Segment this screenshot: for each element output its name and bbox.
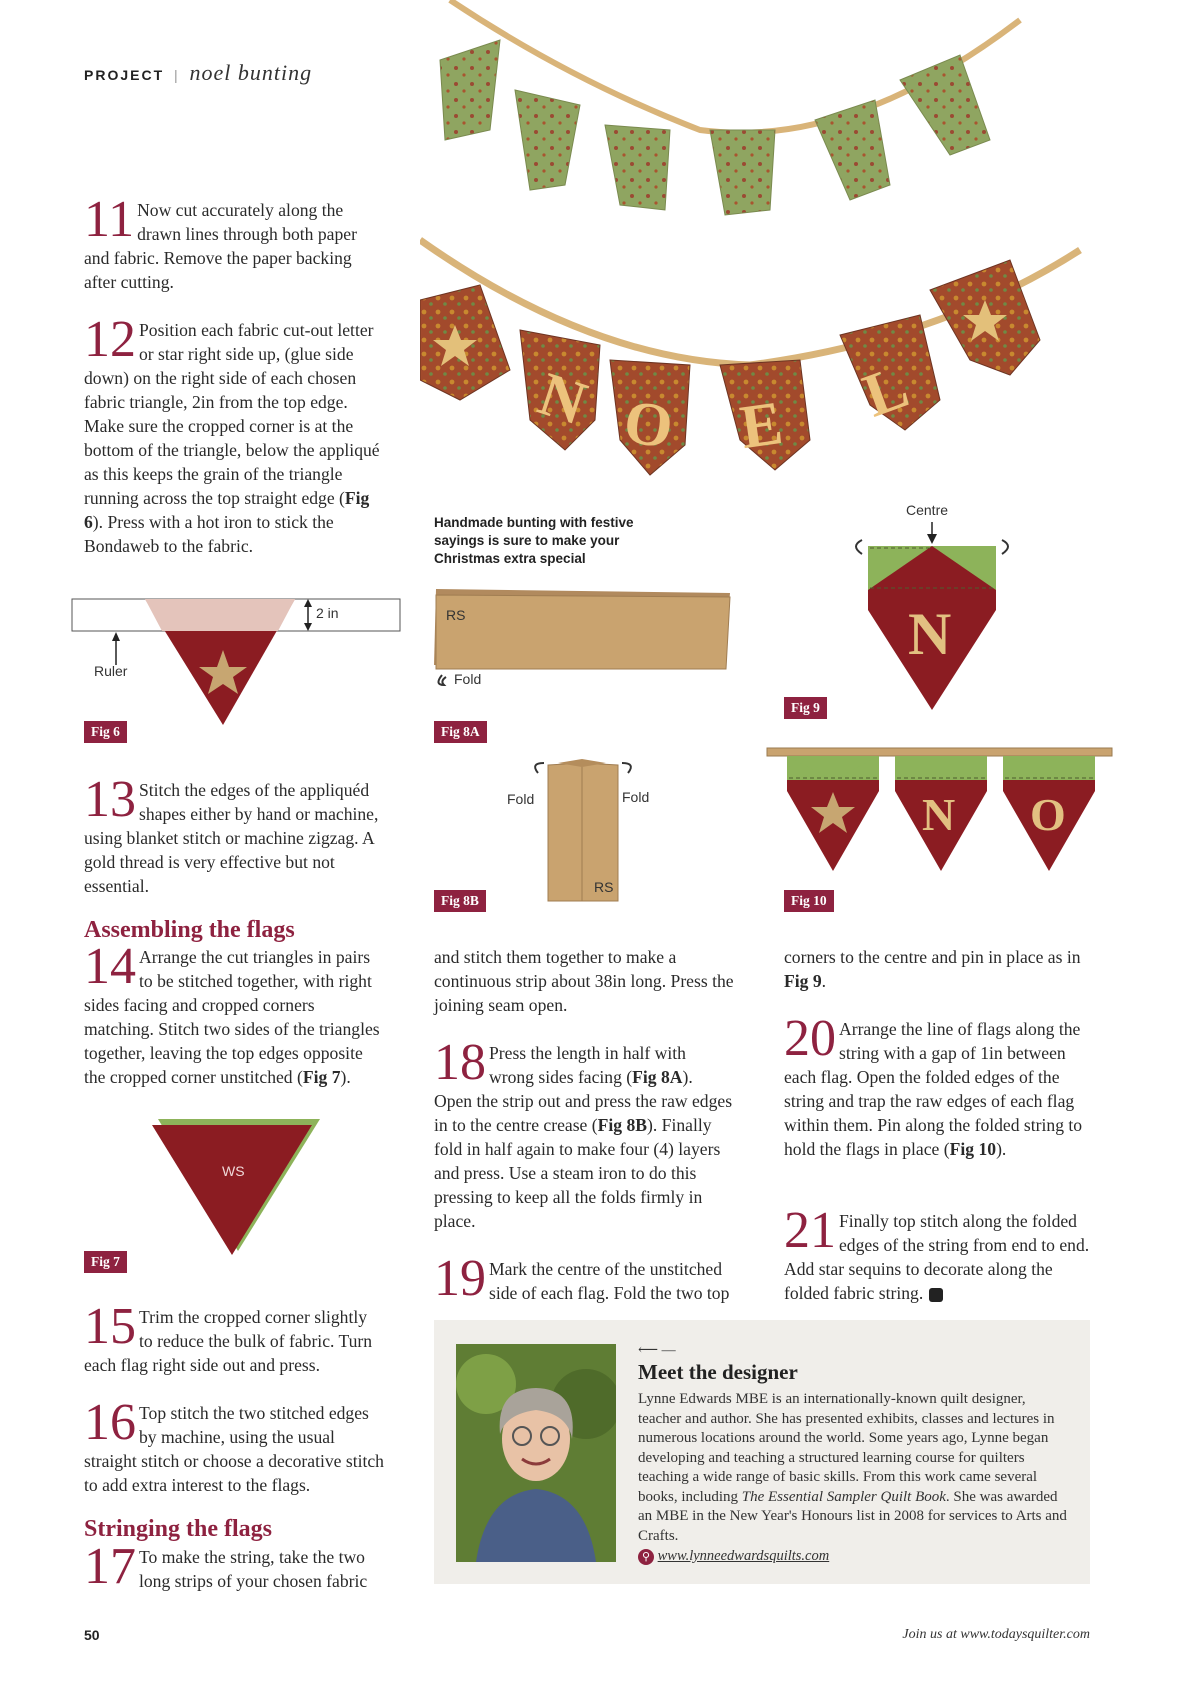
link-icon: ⚲: [638, 1549, 654, 1565]
fig6-ruler-label: Ruler: [94, 663, 128, 679]
step-number: 12: [84, 311, 136, 368]
header-divider: |: [174, 67, 180, 83]
step-11: [84, 191, 384, 294]
designer-heading: Meet the designer: [638, 1360, 798, 1384]
bunting-photo: [420, 0, 1110, 480]
step-text: Top stitch the two stitched edges by machine, using the usual straight stitch or choose a decorative stitch to add extra interest to the flags.: [84, 1403, 384, 1495]
step-text: Stitch the edges of the appliquéd shapes either by hand or machine, using blanket stitch or machine zigzag. A gold thread is very effective but not essential.: [84, 780, 379, 896]
step-19-continued: [784, 945, 1094, 993]
fig-ref: Fig 7: [302, 1067, 341, 1087]
fig-ref: Fig 9: [784, 971, 822, 991]
fig9-diagram: [840, 500, 1040, 715]
step-text: Mark the centre of the unstitched side of each flag. Fold the two top: [489, 1259, 730, 1303]
page-header: [84, 60, 312, 86]
fig-ref: Fig 10: [949, 1139, 997, 1159]
step-21: [784, 1202, 1094, 1305]
photo-letter-e: E: [736, 389, 787, 463]
step-15: [84, 1298, 384, 1377]
step-number: 15: [84, 1298, 136, 1355]
designer-website-link[interactable]: www.lynneedwardsquilts.com: [657, 1548, 830, 1564]
step-number: 20: [784, 1010, 836, 1067]
step-text: Arrange the cut triangles in pairs to be stitched together, with right sides facing and cropped corners matching. Stitch two sides of the triangles together, leaving the top edges opposite the cropped corner unstitched (: [84, 947, 380, 1087]
step-16: [84, 1394, 384, 1497]
step-number: 13: [84, 771, 136, 828]
step-text-after: ). Press with a hot iron to stick the Bondaweb to the fabric.: [84, 512, 334, 556]
fig8b-diagram: [500, 755, 670, 905]
photo-letter-n: N: [530, 359, 595, 439]
fig-ref: Fig 8A: [632, 1067, 683, 1087]
fig8a-diagram: [430, 585, 740, 690]
step-text: Now cut accurately along the drawn lines through both paper and fabric. Remove the paper backing after cutting.: [84, 200, 357, 292]
designer-bio: [638, 1390, 1068, 1546]
subhead-text: Stringing the flags: [84, 1516, 273, 1542]
section-label: PROJECT: [84, 67, 165, 83]
step-12: [84, 311, 384, 558]
footer-site: Join us at www.todaysquilter.com: [902, 1627, 1090, 1642]
step-text: Arrange the line of flags along the string with a gap of 1in between each flag. Open the folded edges of the string and trap the raw edges of each flag within them. Pin along the folded string to hold the flags in place (: [784, 1019, 1083, 1159]
fig9-label: Fig 9: [784, 697, 827, 719]
designer-box: [434, 1320, 1090, 1584]
step-number: 14: [84, 938, 136, 995]
step-number: 19: [434, 1250, 486, 1307]
designer-photo: [456, 1344, 616, 1562]
designer-arrow-icon: ⟵ ―: [638, 1343, 676, 1358]
step-text: Press the length in half with wrong sides facing (: [489, 1043, 686, 1087]
fig7-diagram: [150, 1115, 330, 1255]
step-number: 21: [784, 1202, 836, 1259]
fig7-ws: WS: [222, 1163, 245, 1179]
fig10-diagram: [765, 743, 1115, 878]
step-text: Finally top stitch along the folded edges of the string from end to end. Add star sequins to decorate along the folded fabric string.: [784, 1211, 1090, 1303]
step-14: [84, 938, 384, 1089]
step-text-mid: ). Open the strip out and press the raw edges in to the centre crease (: [434, 1067, 733, 1135]
end-mark-icon: [929, 1288, 943, 1302]
step-text: and stitch them together to make a continuous strip about 38in long. Press the joining seam open.: [434, 947, 734, 1015]
step-number: 16: [84, 1394, 136, 1451]
fig8a-label: Fig 8A: [434, 721, 487, 743]
step-17-continued: [434, 945, 734, 1017]
fig8b-fold-right: Fold: [622, 789, 650, 805]
fig8b-fold-left: Fold: [507, 791, 535, 807]
fig9-centre: Centre: [906, 502, 949, 518]
step-text-after: .: [821, 971, 827, 991]
designer-bio-text: Lynne Edwards MBE is an internationally-known quilt designer, teacher and author. She has presented exhibits, classes and lectures in numerous locations around the world. Some years ago, Lynne began developing and teaching a structured learning course for quilters teaching a wide range of basic skills. From this work came several books, including: [638, 1391, 1055, 1505]
photo-letter-l: L: [854, 352, 918, 431]
fig8b-rs: RS: [594, 879, 614, 895]
step-text-after: ).: [340, 1067, 351, 1087]
step-text: Trim the cropped corner slightly to reduce the bulk of fabric. Turn each flag right side out and press.: [84, 1307, 373, 1375]
fig9-letter: N: [908, 601, 952, 667]
fig8a-rs: RS: [446, 607, 466, 623]
step-text: To make the string, take the two long strips of your chosen fabric: [139, 1547, 368, 1591]
fig7-label: Fig 7: [84, 1251, 127, 1273]
step-18: [434, 1034, 734, 1233]
step-text: corners to the centre and pin in place as in: [784, 947, 1081, 967]
subhead-text: Assembling the flags: [84, 917, 295, 943]
page-title: noel bunting: [189, 60, 313, 85]
step-20: [784, 1010, 1094, 1161]
designer-website[interactable]: [638, 1548, 829, 1565]
photo-caption: Handmade bunting with festive sayings is sure to make your Christmas extra special: [434, 515, 634, 566]
fig6-measure: 2 in: [316, 605, 339, 621]
fig8b-label: Fig 8B: [434, 890, 486, 912]
step-17: [84, 1538, 384, 1595]
fig-ref: Fig 6: [84, 488, 370, 532]
designer-book-title: The Essential Sampler Quilt Book: [741, 1488, 946, 1505]
step-number: 11: [84, 191, 135, 248]
step-number: 18: [434, 1034, 486, 1091]
step-19: [434, 1250, 734, 1307]
designer-bio-text-2: . She was awarded an MBE in the New Year's Honours list in 2008 for services to Arts and Crafts.: [638, 1488, 1067, 1544]
step-text: Position each fabric cut-out letter or star right side up, (glue side down) on the right side of each chosen fabric triangle, 2in from the top edge. Make sure the cropped corner is at the bottom of the triangle, below the appliqué as this keeps the grain of the triangle running across the top straight edge (: [84, 320, 380, 508]
fig10-letter-n: N: [922, 789, 956, 840]
step-text-after: ).: [996, 1139, 1007, 1159]
photo-letter-o: O: [619, 387, 678, 462]
fig10-letter-o: O: [1030, 789, 1066, 840]
page-number: 50: [84, 1627, 100, 1643]
step-13: [84, 771, 384, 898]
step-number: 17: [84, 1538, 136, 1595]
fig10-label: Fig 10: [784, 890, 834, 912]
fig8a-fold: Fold: [454, 671, 482, 687]
fig6-label: Fig 6: [84, 721, 127, 743]
fig-ref: Fig 8B: [597, 1115, 648, 1135]
step-text-after: ). Finally fold in half again to make four (4) layers and press. Use a steam iron to do this pressing to keep all the folds firmly in place.: [434, 1115, 721, 1231]
